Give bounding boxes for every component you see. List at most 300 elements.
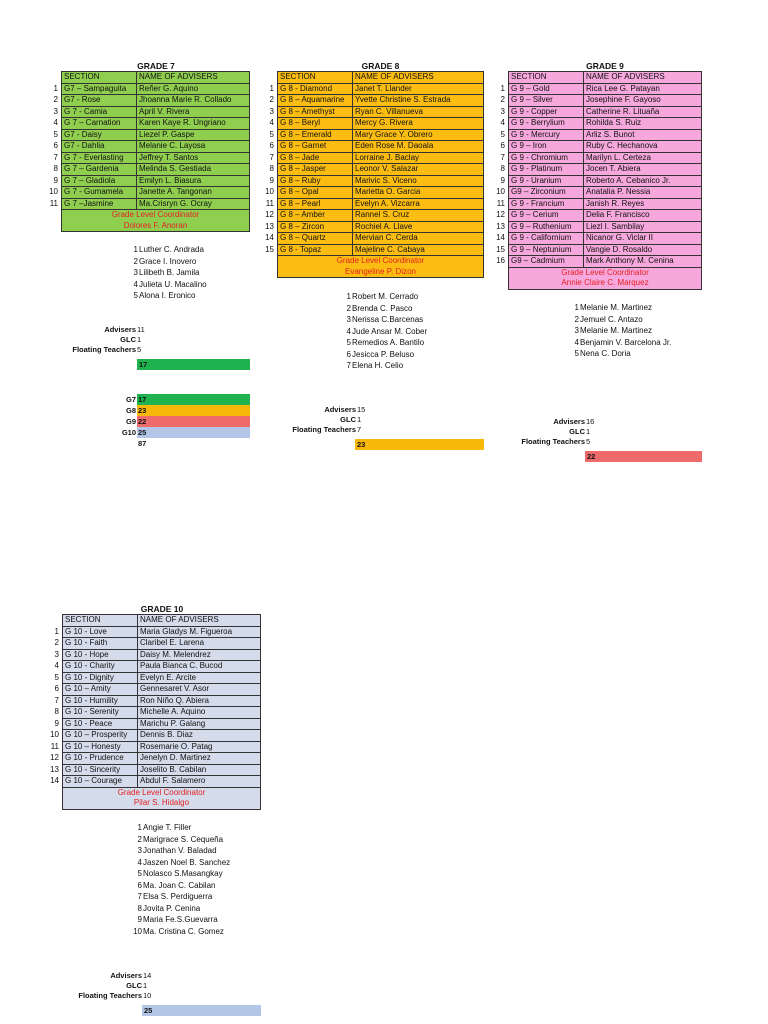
section-cell: G 8 – Zircon: [278, 221, 353, 233]
grade7-title: GRADE 7: [137, 61, 175, 71]
coordinator-label: Grade Level Coordinator: [62, 210, 250, 221]
table-row: [47, 730, 261, 742]
list-item: [130, 926, 230, 938]
list-item: [126, 290, 207, 302]
section-cell: G7 - Rose: [62, 95, 137, 107]
row-number: 4: [47, 661, 63, 673]
section-cell: G 9 - Platinum: [509, 164, 584, 176]
row-number: 11: [47, 741, 63, 753]
adviser-cell: Delia F. Francisco: [584, 210, 702, 222]
row-number: 9: [47, 718, 63, 730]
row-number: 13: [262, 221, 278, 233]
table-row: [262, 118, 484, 130]
adviser-cell: Maria Gladys M. Figueroa: [138, 626, 261, 638]
adviser-cell: Melanie C. Layosa: [137, 141, 250, 153]
section-cell: G 9 – Iron: [509, 141, 584, 153]
list-item: [339, 291, 427, 303]
table-row: [46, 175, 250, 187]
coordinator-row: [47, 798, 261, 809]
list-number: 2: [574, 314, 579, 324]
row-number: 6: [46, 141, 62, 153]
teacher-name: Jovita P. Cenina: [143, 903, 201, 913]
adviser-cell: Jhoanna Marie R. Collado: [137, 95, 250, 107]
teacher-name: Jonathan V. Baladad: [143, 846, 217, 855]
section-cell: G 8 – Pearl: [278, 198, 353, 210]
table-row: [493, 129, 702, 141]
teacher-name: Nena C. Doria: [580, 349, 631, 358]
grade10-title: GRADE 10: [140, 604, 184, 614]
teacher-name: Jesicca P. Beluso: [352, 349, 415, 359]
section-cell: G9 – Cadmium: [509, 256, 584, 268]
grade8-floating-list: [339, 291, 427, 372]
table-row: [262, 221, 484, 233]
row-number: 13: [47, 764, 63, 776]
adviser-cell: Michelle A. Aquino: [138, 707, 261, 719]
adviser-cell: Arliz S. Bunot: [584, 129, 702, 141]
coordinator-row: [46, 221, 250, 232]
row-number: 3: [493, 106, 509, 118]
section-cell: G 8 – Amethyst: [278, 106, 353, 118]
list-number: 3: [137, 846, 142, 855]
section-cell: G 10 - Charity: [63, 661, 138, 673]
section-cell: G9 – Zirconium: [509, 187, 584, 199]
list-item: [130, 891, 230, 903]
row-number: 3: [262, 106, 278, 118]
section-cell: G 7 - Gumamela: [62, 187, 137, 199]
adviser-cell: Abdul F. Salamero: [138, 776, 261, 788]
row-number: 15: [262, 244, 278, 256]
row-number: 3: [47, 649, 63, 661]
table-row: [262, 106, 484, 118]
section-cell: G 10 - Humility: [63, 695, 138, 707]
section-cell: G7 – Sampaguita: [62, 83, 137, 95]
row-number: 3: [46, 106, 62, 118]
list-number: 2: [137, 834, 142, 844]
section-cell: G 9 – Cerium: [509, 210, 584, 222]
section-cell: G 9 - Copper: [509, 106, 584, 118]
table-row: [47, 753, 261, 765]
coordinator-name: Evangeline P. Dizon: [278, 267, 484, 278]
section-cell: G 9 – Gold: [509, 83, 584, 95]
grade9-table: [493, 71, 702, 290]
list-item: [567, 348, 671, 360]
adviser-cell: Emilyn L. Biasura: [137, 175, 250, 187]
list-number: 3: [574, 326, 579, 335]
grade8-total-bar: 23: [355, 439, 484, 450]
row-number: 8: [46, 164, 62, 176]
teacher-name: Angie T. Filler: [143, 823, 192, 832]
table-row: [46, 164, 250, 176]
section-cell: G 8 - Diamond: [278, 83, 353, 95]
adviser-cell: Ruby C. Hechanova: [584, 141, 702, 153]
teacher-name: Jaszen Noel B. Sanchez: [143, 857, 231, 867]
table-row: [47, 707, 261, 719]
table-row: [262, 164, 484, 176]
row-number: 15: [493, 244, 509, 256]
section-cell: G 10 - Peace: [63, 718, 138, 730]
teacher-name: Maria Fe.S.Guevarra: [143, 915, 218, 924]
adviser-cell: Paula Bianca C. Bucod: [138, 661, 261, 673]
teacher-name: Lilibeth B. Jamila: [139, 268, 200, 277]
row-number: 5: [47, 672, 63, 684]
table-row: [262, 95, 484, 107]
adviser-cell: Leonor V. Salazar: [353, 164, 484, 176]
adviser-cell: Josephine F. Gayoso: [584, 95, 702, 107]
section-cell: G 9 - Berrylium: [509, 118, 584, 130]
list-number: 4: [133, 279, 138, 289]
table-row: [493, 95, 702, 107]
section-header: SECTION: [62, 72, 137, 84]
section-cell: G7 - Daisy: [62, 129, 137, 141]
section-cell: G 10 - Serenity: [63, 707, 138, 719]
adviser-cell: Mervian C. Cerda: [353, 233, 484, 245]
table-row: [47, 695, 261, 707]
section-cell: G 9 – Neptunium: [509, 244, 584, 256]
grade10-total-bar: 25: [142, 1005, 261, 1016]
list-number: 8: [137, 903, 142, 913]
list-number: 1: [574, 303, 579, 312]
row-number: 4: [262, 118, 278, 130]
list-number: 9: [137, 915, 142, 924]
adviser-cell: Jocen T. Abiera: [584, 164, 702, 176]
grade7-floating-list: [126, 244, 207, 302]
teacher-name: Benjamin V. Barcelona Jr.: [580, 337, 672, 347]
table-row: [262, 244, 484, 256]
section-header: SECTION: [63, 615, 138, 627]
table-row: [46, 198, 250, 210]
list-item: [339, 303, 427, 315]
table-row: [46, 83, 250, 95]
table-row: [493, 83, 702, 95]
row-number: 12: [262, 210, 278, 222]
coordinator-row: [493, 278, 702, 289]
table-row: [493, 244, 702, 256]
section-cell: G 10 - Sincerity: [63, 764, 138, 776]
table-row: [47, 718, 261, 730]
adviser-cell: Anatalia P. Nessia: [584, 187, 702, 199]
section-cell: G 9 – Ruthenium: [509, 221, 584, 233]
coordinator-name: Pilar S. Hidalgo: [63, 798, 261, 809]
coordinator-label: Grade Level Coordinator: [509, 267, 702, 278]
table-row: [493, 187, 702, 199]
list-item: [339, 337, 427, 349]
list-item: [126, 279, 207, 291]
table-row: [262, 152, 484, 164]
coordinator-row: [47, 787, 261, 798]
adviser-cell: Dennis B. Diaz: [138, 730, 261, 742]
list-item: [126, 256, 207, 268]
row-number: 8: [47, 707, 63, 719]
adviser-cell: Liezl I. Sambilay: [584, 221, 702, 233]
section-header: SECTION: [278, 72, 353, 84]
grade8-title: GRADE 8: [361, 61, 400, 71]
row-number: 1: [47, 626, 63, 638]
adviser-cell: Janish R. Reyes: [584, 198, 702, 210]
table-header-row: [47, 615, 261, 627]
list-item: [130, 857, 230, 869]
table-row: [47, 626, 261, 638]
list-item: [130, 834, 230, 846]
row-number: 14: [493, 233, 509, 245]
table-row: [47, 661, 261, 673]
table-row: [46, 141, 250, 153]
list-number: 1: [137, 823, 142, 832]
section-cell: G 10 – Amity: [63, 684, 138, 696]
teacher-name: Nerissa C.Barcenas: [352, 315, 424, 324]
section-cell: G 10 - Faith: [63, 638, 138, 650]
grade7-table: [46, 71, 250, 232]
list-item: [130, 845, 230, 857]
row-number: 10: [493, 187, 509, 199]
section-cell: G 9 - Uranium: [509, 175, 584, 187]
adviser-cell: Ryan C. Villanueva: [353, 106, 484, 118]
list-item: [567, 302, 671, 314]
table-row: [262, 198, 484, 210]
list-number: 10: [133, 926, 142, 936]
table-row: [47, 638, 261, 650]
section-cell: G 9 - Chromium: [509, 152, 584, 164]
row-number: 2: [262, 95, 278, 107]
row-number: 16: [493, 256, 509, 268]
section-cell: G 8 – Amber: [278, 210, 353, 222]
table-row: [493, 256, 702, 268]
row-number: 2: [493, 95, 509, 107]
teacher-name: Remedios A. Bantilo: [352, 338, 425, 347]
adviser-cell: Ron Niño Q. Abiera: [138, 695, 261, 707]
teacher-name: Elsa S. Perdiguerra: [143, 892, 213, 901]
adviser-cell: Marilyn L. Certeza: [584, 152, 702, 164]
section-cell: G 8 - Topaz: [278, 244, 353, 256]
adviser-cell: Daisy M. Melendrez: [138, 649, 261, 661]
list-item: [130, 868, 230, 880]
row-number: 11: [262, 198, 278, 210]
table-row: [493, 175, 702, 187]
adviser-cell: Lorraine J. Baclay: [353, 152, 484, 164]
adviser-cell: Mercy G. Rivera: [353, 118, 484, 130]
coordinator-label: Grade Level Coordinator: [278, 256, 484, 267]
section-cell: G 10 - Dignity: [63, 672, 138, 684]
section-cell: G 9 - Mercury: [509, 129, 584, 141]
summary-g9: 22: [137, 416, 250, 427]
table-row: [262, 187, 484, 199]
section-cell: G7 - Dahlia: [62, 141, 137, 153]
teacher-name: Nolasco S.Masangkay: [143, 869, 223, 878]
teacher-name: Ma. Joan C. Cabilan: [143, 880, 216, 890]
adviser-cell: April V. Rivera: [137, 106, 250, 118]
adviser-cell: Mary Grace Y. Obrero: [353, 129, 484, 141]
list-item: [130, 914, 230, 926]
table-row: [47, 776, 261, 788]
summary-g7: 17: [137, 394, 250, 405]
adviser-cell: Yvette Christine S. Estrada: [353, 95, 484, 107]
table-row: [47, 741, 261, 753]
teacher-name: Jemuel C. Antazo: [580, 314, 643, 324]
teacher-name: Julieta U. Macalino: [139, 279, 207, 289]
row-number: 2: [47, 638, 63, 650]
table-row: [493, 210, 702, 222]
list-number: 7: [346, 361, 351, 370]
row-number: 12: [493, 210, 509, 222]
section-cell: G 8 – Ruby: [278, 175, 353, 187]
adviser-cell: Eden Rose M. Daoala: [353, 141, 484, 153]
coordinator-label: Grade Level Coordinator: [63, 787, 261, 798]
section-cell: G 8 – Quartz: [278, 233, 353, 245]
list-item: [339, 349, 427, 361]
adviser-header: NAME OF ADVISERS: [584, 72, 702, 84]
coordinator-row: [262, 256, 484, 267]
adviser-cell: Nicanor G. Viclar II: [584, 233, 702, 245]
section-cell: G 8 – Aquamarine: [278, 95, 353, 107]
table-row: [46, 118, 250, 130]
section-cell: G 8 – Emerald: [278, 129, 353, 141]
adviser-cell: Rohilda S. Ruiz: [584, 118, 702, 130]
list-number: 6: [346, 349, 351, 359]
list-number: 3: [346, 315, 351, 324]
table-row: [493, 118, 702, 130]
adviser-cell: Gennesaret V. Asor: [138, 684, 261, 696]
adviser-cell: Catherine R. Lituaña: [584, 106, 702, 118]
coordinator-name: Dolores F. Anoran: [62, 221, 250, 232]
table-row: [46, 187, 250, 199]
teacher-name: Jude Ansar M. Cober: [352, 326, 428, 336]
summary-g10: 25: [137, 427, 250, 438]
teacher-name: Melanie M. Martinez: [580, 303, 653, 312]
row-number: 10: [46, 187, 62, 199]
row-number: 7: [46, 152, 62, 164]
adviser-cell: Karen Kaye R. Ungriano: [137, 118, 250, 130]
row-number: 5: [46, 129, 62, 141]
row-number: 13: [493, 221, 509, 233]
table-row: [47, 764, 261, 776]
row-number: 6: [493, 141, 509, 153]
row-number: 14: [47, 776, 63, 788]
adviser-cell: Joselito B. Cabilan: [138, 764, 261, 776]
section-cell: G 10 - Hope: [63, 649, 138, 661]
adviser-cell: Marietta O. Garcia: [353, 187, 484, 199]
table-row: [47, 649, 261, 661]
list-number: 5: [137, 869, 142, 878]
teacher-name: Alona I. Eronico: [139, 291, 196, 300]
section-cell: G 7 - Everlasting: [62, 152, 137, 164]
row-number: 6: [47, 684, 63, 696]
coordinator-row: [46, 210, 250, 221]
adviser-cell: Jenelyn D. Martinez: [138, 753, 261, 765]
adviser-cell: Rannel S. Cruz: [353, 210, 484, 222]
list-number: 4: [346, 326, 351, 336]
list-item: [567, 325, 671, 337]
row-number: 6: [262, 141, 278, 153]
table-row: [262, 83, 484, 95]
section-cell: G 9 – Silver: [509, 95, 584, 107]
grade10-table: [47, 614, 261, 810]
teacher-name: Elena H. Celio: [352, 361, 404, 370]
table-row: [493, 152, 702, 164]
list-item: [130, 880, 230, 892]
list-item: [126, 267, 207, 279]
section-cell: G 8 – Jade: [278, 152, 353, 164]
section-cell: G 7 - Camia: [62, 106, 137, 118]
teacher-name: Melanie M. Martinez: [580, 326, 653, 335]
table-row: [493, 141, 702, 153]
adviser-cell: Rochiel A. Llave: [353, 221, 484, 233]
row-number: 4: [493, 118, 509, 130]
grade7-total-bar: 17: [137, 359, 250, 370]
adviser-cell: Jeffrey T. Santos: [137, 152, 250, 164]
grade10-floating-list: [130, 822, 230, 937]
list-number: 1: [133, 245, 138, 254]
list-number: 6: [137, 880, 142, 890]
row-number: 1: [493, 83, 509, 95]
table-row: [262, 141, 484, 153]
list-item: [339, 314, 427, 326]
section-cell: G 10 - Prudence: [63, 753, 138, 765]
table-row: [262, 210, 484, 222]
adviser-cell: Rosemarie O. Patag: [138, 741, 261, 753]
list-number: 5: [133, 291, 138, 300]
section-header: SECTION: [509, 72, 584, 84]
table-row: [47, 684, 261, 696]
table-row: [46, 129, 250, 141]
section-cell: G 7 – Carnation: [62, 118, 137, 130]
row-number: 5: [262, 129, 278, 141]
section-cell: G 10 – Prosperity: [63, 730, 138, 742]
adviser-cell: Evelyn A. Vizcarra: [353, 198, 484, 210]
adviser-cell: Marichu P. Galang: [138, 718, 261, 730]
section-cell: G 7 –Jasmine: [62, 198, 137, 210]
row-number: 7: [262, 152, 278, 164]
table-header-row: [493, 72, 702, 84]
list-number: 2: [133, 256, 138, 266]
table-header-row: [262, 72, 484, 84]
teacher-name: Brenda C. Pasco: [352, 303, 413, 313]
list-item: [567, 314, 671, 326]
row-number: 7: [493, 152, 509, 164]
coordinator-name: Annie Claire C. Marquez: [509, 278, 702, 289]
list-number: 5: [574, 349, 579, 358]
table-row: [493, 106, 702, 118]
table-row: [493, 164, 702, 176]
table-row: [46, 152, 250, 164]
row-number: 11: [493, 198, 509, 210]
adviser-header: NAME OF ADVISERS: [138, 615, 261, 627]
teacher-name: Ma. Cristina C. Gomez: [143, 926, 224, 936]
adviser-cell: Marivic S. Viceno: [353, 175, 484, 187]
list-number: 4: [137, 857, 142, 867]
adviser-cell: Mark Anthony M. Cenina: [584, 256, 702, 268]
row-number: 10: [262, 187, 278, 199]
grade9-title: GRADE 9: [586, 61, 624, 71]
teacher-name: Marigrace S. Cequeña: [143, 834, 224, 844]
row-number: 4: [46, 118, 62, 130]
row-number: 1: [262, 83, 278, 95]
list-number: 1: [346, 292, 351, 301]
table-header-row: [46, 72, 250, 84]
list-item: [130, 822, 230, 834]
row-number: 5: [493, 129, 509, 141]
list-number: 7: [137, 892, 142, 901]
list-item: [339, 360, 427, 372]
section-cell: G 8 – Opal: [278, 187, 353, 199]
section-cell: G 7 – Gladiola: [62, 175, 137, 187]
adviser-cell: Evelyn E. Arcite: [138, 672, 261, 684]
table-row: [46, 106, 250, 118]
list-item: [126, 244, 207, 256]
adviser-cell: Melinda S. Gestiada: [137, 164, 250, 176]
row-number: 9: [46, 175, 62, 187]
section-cell: G 8 – Jasper: [278, 164, 353, 176]
adviser-cell: Liezel P. Gaspe: [137, 129, 250, 141]
row-number: 7: [47, 695, 63, 707]
